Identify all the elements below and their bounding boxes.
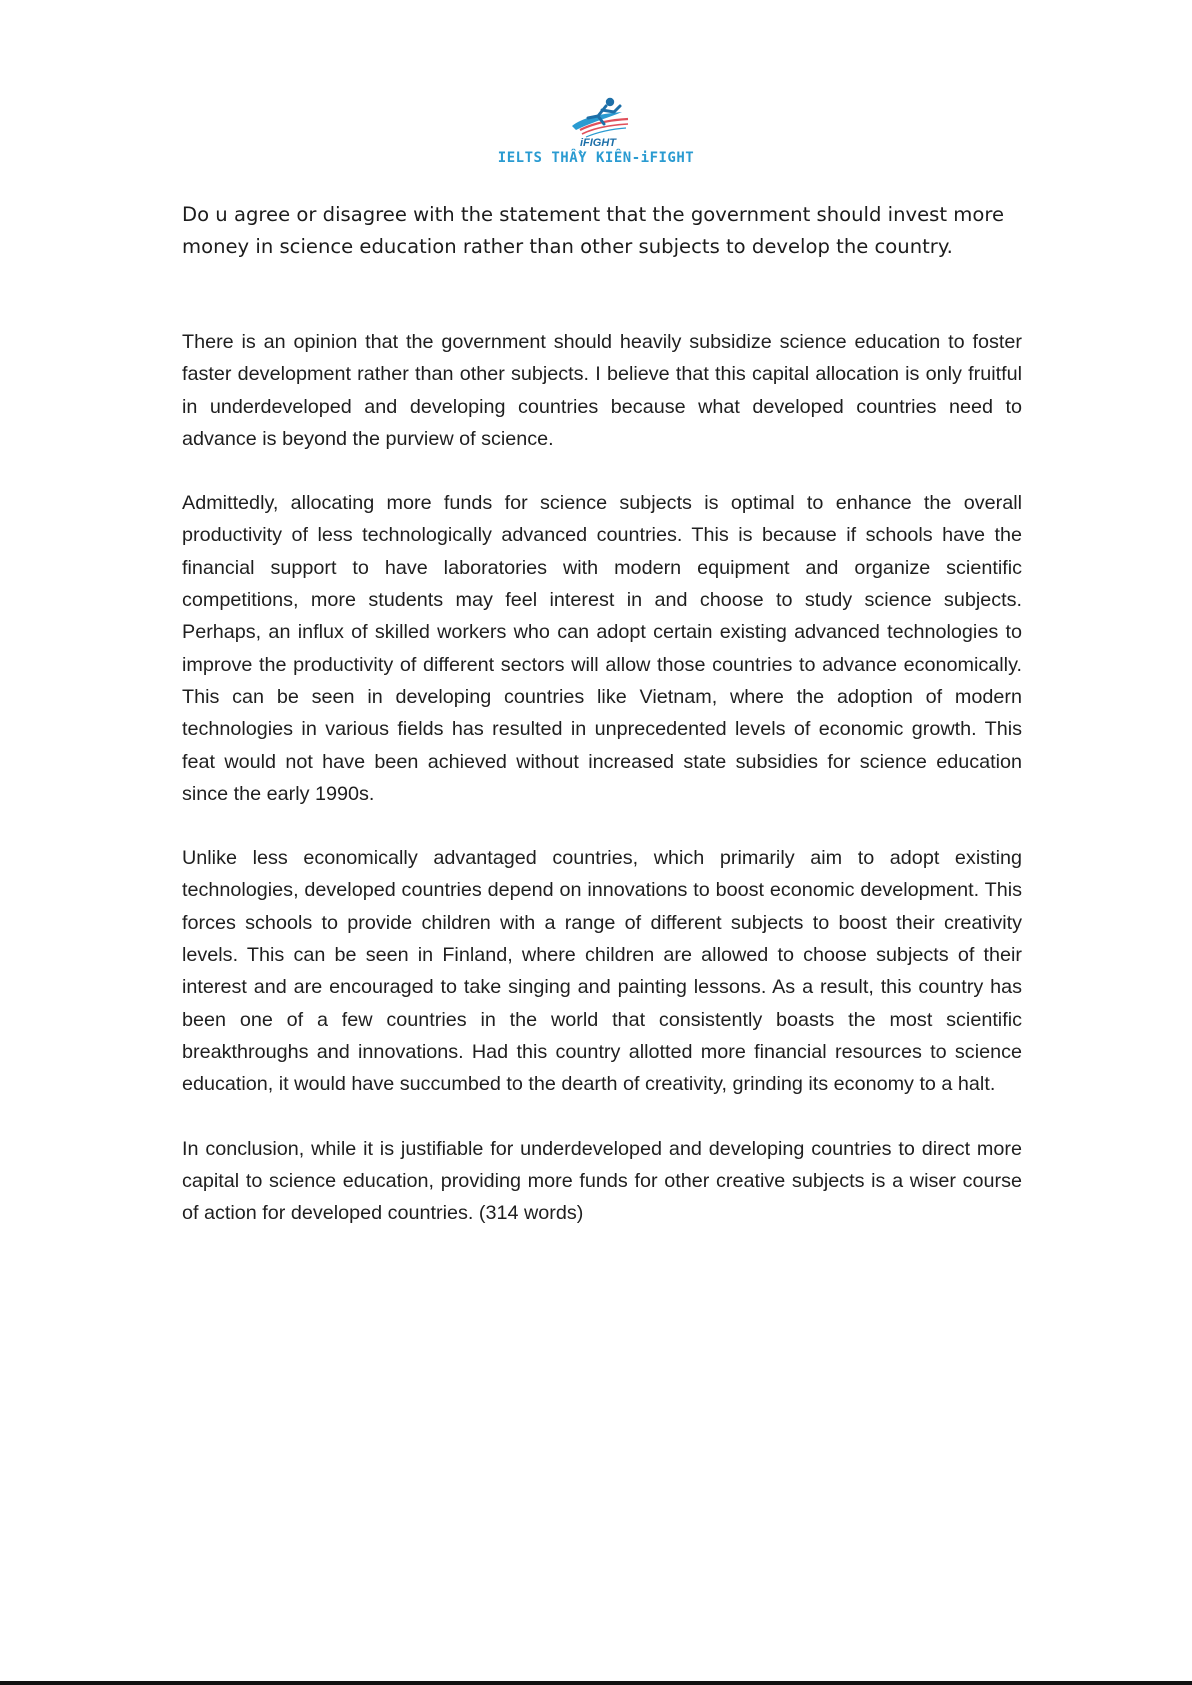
essay-conclusion: In conclusion, while it is justifiable for underdeveloped and developing countries to direct more capital to science education, providing more funds for other creative subjects is a wiser course of action for developed countries. (314 words) <box>182 1137 1022 1225</box>
essay-introduction: There is an opinion that the government should heavily subsidize science education to foster faster development rather than other subjects. I believe that this capital allocation is only fruitful in underdeveloped and developing countries because what developed countries need to advance is beyond the purview of science. <box>182 331 1022 450</box>
essay-prompt: Do u agree or disagree with the statement that the government should invest more money in science education rather than other subjects to develop the country. <box>182 203 1005 258</box>
essay-body-paragraph-1: Admittedly, allocating more funds for science subjects is optimal to enhance the overall productivity of less technologically advanced countries. This is because if schools have the financial support to have laboratories with modern equipment and organize scientific competitions, more students may feel interest in and choose to study science subjects. Perhaps, an influx of skilled workers who can adopt certain existing advanced technologies to improve the productivity of different sectors will allow those countries to advance economically. This can be seen in developing countries like Vietnam, where the adoption of modern technologies in various fields has resulted in unprecedented levels of economic growth. This feat would not have been achieved without increased state subsidies for science education since the early 1990s. <box>182 492 1022 805</box>
logo-wordmark: iFIGHT <box>579 137 617 148</box>
page-header <box>0 92 1192 166</box>
page-bottom-border <box>0 1681 1192 1685</box>
essay-text <box>182 326 1022 1229</box>
ifight-runner-logo <box>558 92 634 148</box>
essay-body-paragraph-2: Unlike less economically advantaged countries, which primarily aim to adopt existing technologies, developed countries depend on innovations to boost economic development. This forces schools to provide children with a range of different subjects to boost their creativity levels. This can be seen in Finland, where children are allowed to choose subjects of their interest and are encouraged to take singing and painting lessons. As a result, this country has been one of a few countries in the world that consistently boasts the most scientific breakthroughs and innovations. Had this country allotted more financial resources to science education, it would have succumbed to the dearth of creativity, grinding its economy to a halt. <box>182 847 1022 1096</box>
document-body <box>182 199 1022 1261</box>
brand-caption: IELTS THẦY KIÊN-iFIGHT <box>497 150 695 166</box>
